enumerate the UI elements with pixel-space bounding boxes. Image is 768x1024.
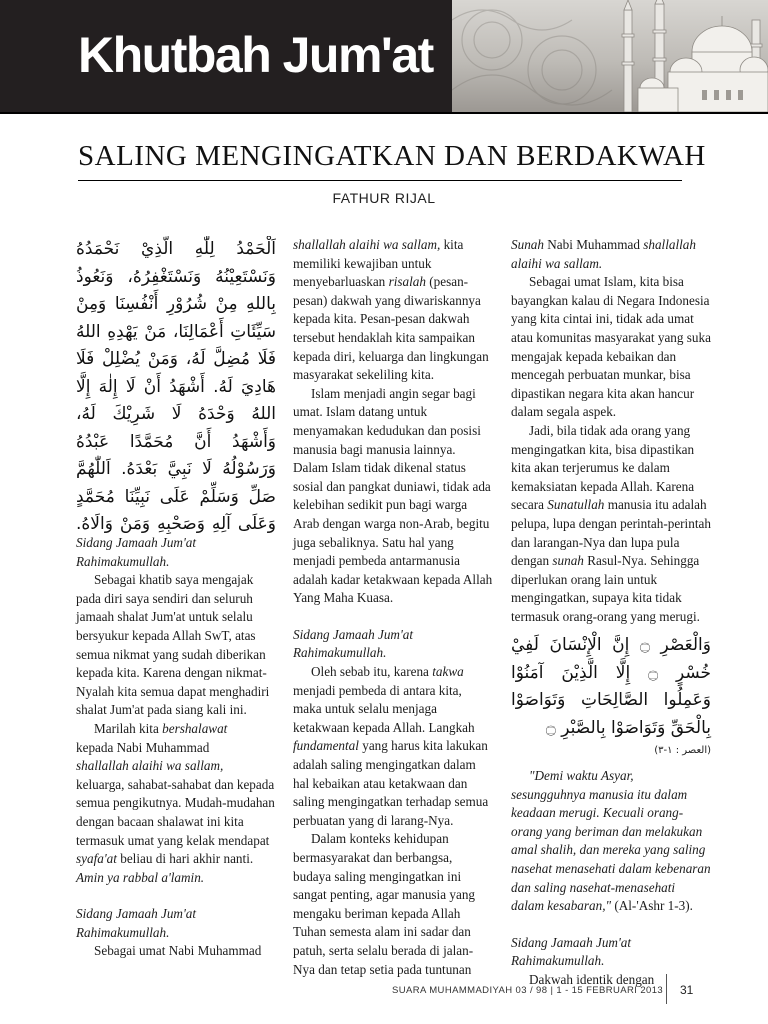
paragraph: Sebagai umat Islam, kita bisa bayangkan kalau di Negara Indonesia yang kita cintai ini, tidak ada umat atau komunitas masyarakat yang suka mengajak kepada kebaikan dan mencegah perbuatan munkar, bisa dipastikan negara kita akan hancur dalam segala aspek. — [511, 274, 711, 420]
salutation: Sidang Jamaah Jum'at — [76, 535, 197, 550]
mosque-photo — [452, 0, 768, 112]
quran-verse — [511, 632, 711, 761]
salutation: Sidang Jamaah Jum'at — [293, 626, 414, 642]
paragraph: Dalam konteks kehidupan bermasyarakat dan berbangsa, budaya saling mengingatkan ini sangat penting, agar manusia yang mengaku beriman kepada Allah Tuhan semesta alam ini sadar dan patuh, serta selalu berada di jalan-Nya dan tetap setia pada tuntunan — [293, 831, 476, 977]
salutation-rahimakumullah: Rahimakumullah. — [76, 553, 170, 569]
column-3 — [511, 236, 711, 990]
verse-translation: "Demi waktu Asyar, sesungguhnya manusia itu dalam keadaan merugi. Kecuali orang-orang yang beriman dan melakukan amal shalih, dan mereka yang saling nasehat menasehati dalam kebenaran dan saling nasehat-menasehati dalam kesabaran," (Al-'Ashr 1-3). — [511, 768, 711, 914]
publication-info: SUARA MUHAMMADIYAH 03 / 98 | 1 - 15 FEBRUARI 2013 — [392, 985, 664, 996]
paragraph: Sebagai khatib saya mengajak pada diri saya sendiri dan seluruh jamaah shalat Jum'at untuk selalu bersyukur kepada Allah SwT, atas semua nikmat yang sudah diberikan kepada kita. Karena dengan nikmat-Nyalah kita semua dapat menghadiri shalat Jum'at pada siang kali ini. — [76, 572, 270, 718]
paragraph: Marilah kita bershalawat kepada Nabi Muhammad shallallah alaihi wa sallam, keluarga, sahabat-sahabat dan kepada semua pengikutnya. Mudah-mudahan dengan bacaan shalawat ini kita termasuk umat yang kelak mendapat syafa'at beliau di hari akhir nanti. Amin ya rabbal a'lamin. — [76, 720, 275, 885]
page-number: 31 — [680, 983, 694, 997]
title-divider — [78, 180, 682, 181]
column-1 — [76, 236, 276, 961]
arabic-opening: اَلْحَمْدُ لِلّٰهِ الَّذِيْ نَحْمَدُهُ وَنَسْتَعِيْنُهُ وَنَسْتَغْفِرُهُ، وَنَعُوذُ بِاللهِ مِنْ شُرُوْرِ أَنْفُسِنَا وَمِنْ سَيِّئَاتِ أَعْمَالِنَا، مَنْ يَهْدِهِ اللهُ فَلَا مُضِلَّ لَهُ، وَمَنْ يُضْلِلْ فَلَا هَادِيَ لَهُ. أَشْهَدُ أَنْ لَا إِلٰهَ إِلَّا اللهُ وَحْدَهُ لَا شَرِيْكَ لَهُ، وَأَشْهَدُ أَنَّ مُحَمَّدًا عَبْدُهُ وَرَسُوْلُهُ لَا نَبِيَّ بَعْدَهُ. اَللّٰهُمَّ صَلِّ وَسَلِّمْ عَلَى نَبِيِّنَا مُحَمَّدٍ وَعَلَى آلِهِ وَصَحْبِهِ وَمَنْ وَالَاهُ. — [76, 239, 276, 534]
salutation-rahimakumullah: Rahimakumullah. — [293, 645, 387, 661]
paragraph: Islam menjadi angin segar bagi umat. Islam datang untuk menyamakan kedudukan dan posisi manusia bagi manusia lainnya. Dalam Islam tidak dikenal status sosial dan pangkat duniawi, tidak ada kelebihan sedikit pun bagi warga Arab dengan warga non-Arab, begitu juga sebaliknya. Satu hal yang menjadi pembeda antarmanusia adalah kadar ketakwaan kepada Allah Yang Maha Kuasa. — [293, 385, 493, 606]
paragraph: shallallah alaihi wa sallam, kita memiliki kewajiban untuk menyebarluaskan risalah (pesan-pesan) dakwah yang diwariskannya kepada kita. Pesan-pesan dakwah tersebut hendaklah kita sampaikan kepada diri, keluarga dan lingkungan masyarakat sekeliling kita. — [293, 237, 489, 383]
article-author: FATHUR RIJAL — [332, 190, 436, 206]
header-banner — [0, 0, 768, 112]
salutation: Sidang Jamaah Jum'at — [76, 906, 197, 922]
rubric-title: Khutbah Jum'at — [78, 27, 433, 83]
paragraph: Sunah Nabi Muhammad shallallah alaihi wa sallam. — [511, 237, 696, 271]
article-title: SALING MENGINGATKAN DAN BERDAKWAH — [78, 140, 706, 172]
verse-reference: (العصر : ١-٣) — [654, 745, 711, 757]
paragraph: Dakwah identik dengan — [529, 972, 655, 987]
column-2 — [293, 236, 493, 979]
footer-divider — [666, 974, 667, 1004]
header-rule — [0, 112, 768, 114]
page-footer — [0, 984, 768, 1024]
salutation: Sidang Jamaah Jum'at — [511, 934, 632, 950]
paragraph: Jadi, bila tidak ada orang yang mengingatkan kita, bisa dipastikan kita akan terjerumus ke dalam kemaksiatan kepada Allah. Karena secara Sunatullah manusia itu adalah pelupa, lupa dengan perintah-perintah dan larangan-Nya dan lupa pula dengan sunah Rasul-Nya. Sehingga diperlukan orang lain untuk mengingatkan, supaya kita tidak termasuk orang-orang yang merugi. — [511, 422, 711, 624]
paragraph: Oleh sebab itu, karena takwa menjadi pembeda di antara kita, maka untuk selalu menjaga ketakwaan kepada Allah. Langkah fundamental yang harus kita lakukan adalah saling mengingatkan dalam hal kebaikan atau ketakwaan dan saling mengingatkan terhadap semua perbuatan yang di larang-Nya. — [293, 664, 489, 828]
mosque-illustration-icon — [452, 0, 768, 112]
paragraph: Sebagai umat Nabi Muhammad — [94, 943, 262, 959]
salutation-rahimakumullah: Rahimakumullah. — [76, 924, 170, 940]
verse-arabic: وَالْعَصْرِ ۝ إِنَّ الْإِنْسَانَ لَفِيْ خُسْرٍ ۝ إِلَّا الَّذِيْنَ آمَنُوْا وَعَمِلُوا الصَّالِحَاتِ وَتَوَاصَوْا بِالْحَقِّ وَتَوَاصَوْا بِالصَّبْرِ ۝ — [511, 635, 711, 738]
salutation-rahimakumullah: Rahimakumullah. — [511, 953, 605, 969]
